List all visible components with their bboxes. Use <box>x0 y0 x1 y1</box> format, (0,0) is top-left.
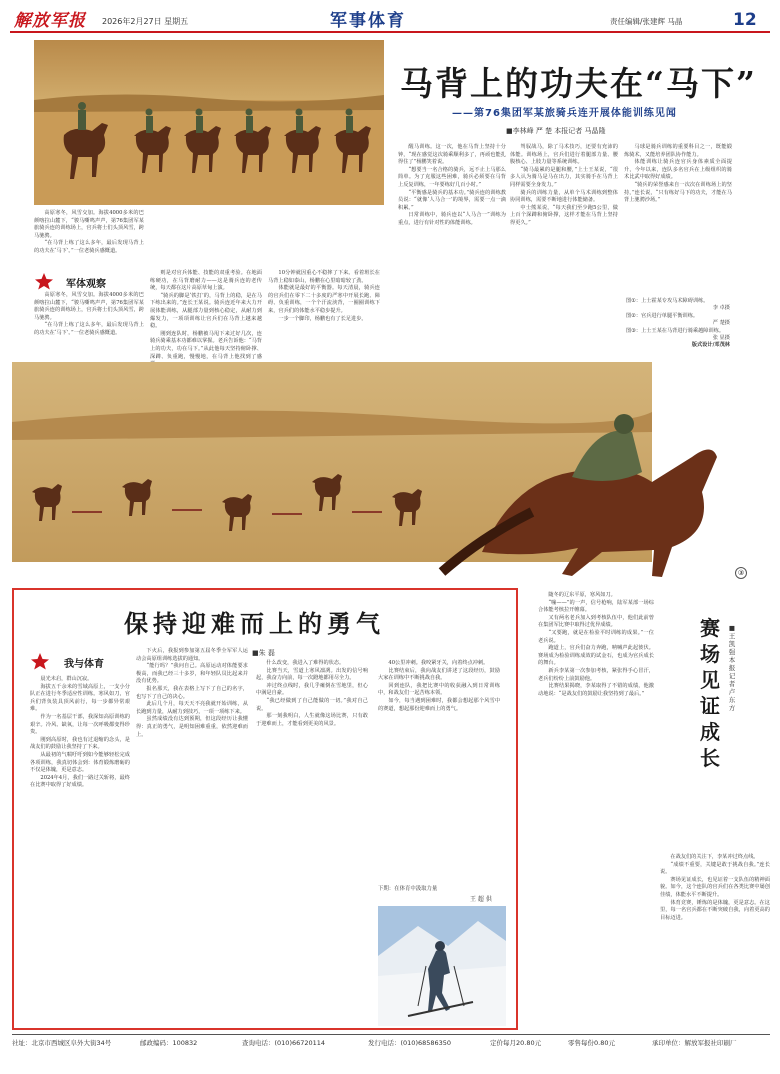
main-story-column-5 <box>510 144 618 360</box>
essay-c1-p1: 晨光未启，群山沉寂。 <box>40 676 93 682</box>
main-c3-p3: 一步一个脚印，杨鹏也有了长足进步。 <box>278 315 367 322</box>
footer-postcode: 邮政编码：100832 <box>140 1039 198 1047</box>
essay-c1-p3: 作为一名基层干部，我深知高原训练的艰辛。冷风、缺氧，让每一次呼吸都变得珍贵。 <box>30 713 130 736</box>
essay-c3-p4: “我已经做到了自己能做的一切。”我对自己说。 <box>256 697 368 712</box>
main-c6-p1: 马球是骑兵训练的重要科目之一，既能锻炼骑术，又能培养团队协作能力。 <box>624 144 732 158</box>
cavalry-formation-image <box>34 40 384 205</box>
main-c5-p3: 骑兵的训练力量，从单个马术训练到整体协同训练，需要不断地进行体能储备。 <box>510 189 618 204</box>
side-c2-p2: “成绩不重要，关键是敢于挑战自我。”连长说。 <box>660 861 770 876</box>
column-label-text: 我与体育 <box>64 659 104 670</box>
side-story-headline <box>697 615 723 771</box>
essay-c4-p3: 回到连队，我把比赛中的收获融入到日常训练中，和战友们一起苦练本领。 <box>378 682 500 697</box>
side-c2-p1: 在战友们的关注下，李某冲过终点线。 <box>670 854 759 860</box>
essay-c3-p5: 那一刻我明白，人生就像这场比赛，只有敢于迎难而上，才能看到更美的风景。 <box>256 713 368 727</box>
main-c3-p2: 体能就是最好的平衡器。每天清晨，骑兵连的官兵们在零下二十多度的严寒中开展长跑、障碍、负重训练，一个个汗流浃背，一圈圈训练下来，官兵们的体能水平稳步提升。 <box>268 285 380 314</box>
essay-byline: ■朱 磊 <box>252 649 275 657</box>
side-c1-p2: “嘣——”的一声，信号枪响，陆军某部一场综合体能考核拉开帷幕。 <box>538 599 654 614</box>
footer <box>12 1038 770 1052</box>
photo-note-3: 图③：上士王某在马背进行骑乘越障训练。 <box>626 327 725 334</box>
main-c1b-p2: “在马背上练了这么多年，最后发现马背上的功夫在‘马下’。”一位老骑兵感慨道。 <box>34 322 144 336</box>
issue-date: 2026年2月27日 星期五 <box>102 17 189 26</box>
essay-column-4 <box>378 660 500 880</box>
essay-c4-p1: 40公里冲刺。我咬紧牙关，向着终点冲刺。 <box>388 660 489 666</box>
main-c2-p3: 刚到连队时，杨鹏被马甩下来过好几次，连骑兵骑乘基本功都难以掌握。老兵告诉他：“马背上的功夫，功在马下。”从此他每天坚持俯卧撑、深蹲、负重跑，慢慢地，在马背上他找到了感 <box>150 330 262 360</box>
essay-c2-p3: 报名那天，我在表格上写下了自己的名字，也写下了自己的决心。 <box>136 685 248 700</box>
main-subheadline: ——第76集团军某旅骑兵连开展体能训练见闻 <box>452 108 677 119</box>
essay-c2-p2: “能行吗？”我问自己。高原运动对体能要求极高，而我已经三十多岁，和年轻队员比起来并没有优势。 <box>136 663 248 685</box>
side-c1-p1: 随冬的辽东平原，寒风如刀。 <box>548 592 616 598</box>
main-story-column-2 <box>150 270 262 360</box>
photo-notes <box>626 298 730 360</box>
main-story-column-4 <box>398 144 506 360</box>
ski-training-image <box>378 906 506 1026</box>
main-c4-p1: 醒马训练。这一次，他在马背上坚持十分钟，“现在感觉这次骑乘顺利多了，再顽也能扎得住了”杨鹏笑着说。 <box>398 144 506 166</box>
photo-note-2: 图②：官兵进行单腿平衡训练。 <box>626 312 699 319</box>
side-byline-text: ■王凯强 本报记者 卢东方 <box>728 624 736 712</box>
footer-rule <box>12 1034 770 1035</box>
side-c1-p4: “又要跑，就是在检验平时训练的成果。”一位老兵说。 <box>538 629 654 644</box>
main-c3-p1: 10分钟就因重心不稳摔了下来。看着班长在马背上稳如泰山，杨鹏在心里暗暗较了劲。 <box>268 270 380 284</box>
masthead-rule <box>10 31 770 33</box>
main-c2-p1: 则是对官兵体能、技能的双重考验。在地面练硬功，在马背磨耐力——这是骑兵连的老传统，每天都在这片高原草甸上演。 <box>150 270 262 292</box>
column-label-sport-and-me <box>30 652 140 670</box>
side-headline-text: 赛场见证成长 <box>700 616 720 770</box>
footer-phone: 查询电话：(010)66720114 <box>242 1039 326 1047</box>
main-c4-p4: 日常训练中，骑兵连以“人马合一”训练为重点，进行有针对性的体能训练。 <box>398 212 506 226</box>
main-byline: ■李林峰 严 楚 本报记者 马晶隆 <box>506 127 606 135</box>
essay-c1-p2: 海拔五千余米的雪域高原上，一支小分队正在进行冬季适应性训练。寒风如刀，官兵们背负装具顶风前行，每一步都异常艰难。 <box>30 683 130 713</box>
footer-address: 社址：北京市西城区阜外大街34号 <box>12 1039 112 1047</box>
page-number: 12 <box>733 10 757 30</box>
main-c4-p2: “想要当一名合格的骑兵，远不止上马那么简单。为了克服这些困难，骑兵必须要在马背上反复训练，一年要练好几百小时。” <box>398 166 506 188</box>
essay-c2-p4: 此后几个月，每天天不亮我就开始训练，从长跑到力量，从耐力到技巧，一项一项练下来。 <box>136 701 248 715</box>
photo-number-3: ③ <box>735 567 747 579</box>
main-c1-p2: “在马背上练了这么多年，最后发现马背上的功夫在‘马下’。”一位老骑兵感慨道。 <box>34 240 144 254</box>
main-c5-p1: 驾驭战马，除了马术技巧，还要有充沛的体能。训练场上，官兵们进行着腿部力量、腰腹核心、上肢力量等系统训练。 <box>510 144 618 166</box>
section-title: 军事体育 <box>330 11 406 31</box>
side-c1-p3: 又有两名老兵加入到考核队伍中，他们此前曾在集团军比赛中取得过优异成绩。 <box>538 614 654 629</box>
main-story-column-1 <box>34 210 144 280</box>
main-c1b-p1: 高原寒冬，风雪交加。海拔4000多米的巴颜喀拉山麓下，“骏马嘶鸣声声，第76集团军某旅骑兵连的训练场上，官兵将士们头顶风雪，跨马驰骋。 <box>34 292 144 321</box>
photo-credit-3: 张 显摄 <box>712 335 730 342</box>
side-c2-p4: 体育竞赛，锤炼的是体魄，更是意志。在这里，每一名官兵都在不断突破自我，向着更高的目标迈进。 <box>660 899 770 921</box>
photo-credit-1: 李 卓摄 <box>712 305 730 312</box>
photo-cavalry-formation <box>34 40 384 205</box>
column-label-military-sport <box>34 272 144 290</box>
side-c1-p5: 跑道上，官兵们奋力奔跑，呐喊声此起彼伏。赛场成为检验训练成效的试金石，也成为官兵成长的舞台。 <box>538 645 654 667</box>
essay-editor-tag: 下期：在体育中汲取力量 <box>378 886 438 892</box>
photo-cavalry-hurdle <box>12 362 780 580</box>
main-c6-p2: 体能训练让骑兵连官兵身体素质全面提升，今年以来，连队多名官兵在上级组织的骑术比武中取得好成绩。 <box>624 159 732 181</box>
side-story-column-2 <box>660 854 770 1030</box>
main-c2-p2: “骑兵的脚是‘铁打’的，马背上的稳，是在马下练出来的。”连长王某说。骑兵连近年来大力开展体能训练，从腿部力量到核心稳定，从耐力到爆发力，一项项训练让官兵们在马背上越来越稳。 <box>150 292 262 330</box>
essay-author-credit: 王 超 供 <box>470 896 492 903</box>
essay-c1-p6: 2024年4月，我们一路过关斩将，最终在比赛中取得了好成绩。 <box>30 774 130 789</box>
star-icon <box>30 652 52 670</box>
essay-c4-p4: 如今，每当遇到困难时，我都会想起那个风雪中的赛道，想起那份迎难而上的勇气。 <box>378 697 500 712</box>
essay-c1-p4: 刚到高原时，我也有过退缩的念头，是战友们的鼓励让我坚持了下来。 <box>30 736 130 751</box>
main-c1-p1: 高原寒冬，风雪交加。海拔4000多米的巴颜喀拉山麓下，“骏马嘶鸣声声，第76集团军某旅骑兵连的训练场上，官兵将士们头顶风雪，跨马驰骋。 <box>34 210 144 239</box>
cavalry-hurdle-image <box>12 362 780 580</box>
main-headline: 马背上的功夫在“马下” <box>400 64 757 103</box>
essay-c4-p2: 比赛结束后，我向战友们讲述了这段经历，鼓励大家在训练中不断挑战自我。 <box>378 667 500 682</box>
essay-c3-p2: 比赛当天，雪道上寒风凛冽。出发的信号响起，我奋力向前，每一次蹬地都用尽全力。 <box>256 667 368 682</box>
main-c6-p3: “骑兵的荣誉感来自一次次在训练场上的坚持，”连长说，“只有练好马下的功夫，才能在马背上驰骋沙场。” <box>624 181 732 204</box>
main-c5-p2: “骑马最累的是腿和腰，”上士王某说，“很多人认为骑马是马在出力，其实骑手在马背上同样需要全身发力。” <box>510 166 618 188</box>
footer-distribution: 发行电话：(010)68586350 <box>368 1039 452 1047</box>
side-c1-p7: 比赛结果揭晓，李某取得了不错的成绩，他激动地说：“是战友们的鼓励让我坚持到了最后。” <box>538 683 654 697</box>
side-story-byline <box>726 624 738 712</box>
essay-column-3 <box>256 660 368 1020</box>
photo-editor: 版式设计/邓茂林 <box>691 342 730 349</box>
photo-note-1: 图①：上士霍某专攻马术障碍训练。 <box>626 298 709 304</box>
photo-ski-training <box>378 906 506 1026</box>
essay-c2-p5: 虽然成绩没有达到预期，但这段经历让我懂得：真正的勇气，是明知困难重重，依然迎难而上。 <box>136 716 248 738</box>
side-story-column-1 <box>538 592 654 1030</box>
essay-c2-p1: 下火后，我报到参加第五届冬季全军军人运动会高原组训练选拔的通知。 <box>136 648 248 662</box>
footer-price: 定价每月20.80元 <box>490 1039 542 1047</box>
essay-c3-p1: 什么改变，我进入了难得的状态。 <box>266 660 345 666</box>
newspaper-logo: 解放军报 <box>14 11 86 31</box>
main-story-column-3 <box>268 270 380 360</box>
footer-retail: 零售每份0.80元 <box>568 1039 615 1047</box>
footer-printer: 承印单位：解放军报社印刷厂 <box>652 1039 737 1047</box>
photo-credit-2: 严 楚摄 <box>712 320 730 327</box>
star-icon <box>34 272 56 290</box>
masthead <box>0 0 780 34</box>
main-c4-p3: “平衡感是骑兵的基本功。”骑兵连的训练教员说：“就像‘人马合一’的境界，需要一点一滴积累。” <box>398 189 506 211</box>
essay-column-1 <box>30 676 130 1020</box>
main-story-column-6 <box>624 144 732 294</box>
side-c1-p6: 新兵李某第一次参加考核，紧张得手心冒汗，老兵们纷纷上前鼓励他。 <box>538 667 654 682</box>
essay-headline: 保持迎难而上的勇气 <box>124 609 385 638</box>
editor-credit: 责任编辑/张建辉 马晶 <box>610 17 683 26</box>
main-story-column-1b <box>34 292 144 360</box>
side-c2-p3: 赛场见证成长，也见证着一支队伍的精神面貌。如今，这个连队的官兵们在各类比赛中屡创佳绩，体能水平不断提升。 <box>660 876 770 898</box>
main-c5-p4: 中士熊某说，“每天我们至少跑5公里，做上百个深蹲和俯卧撑，这样才能在马背上坚持得更久。” <box>510 204 618 226</box>
column-label-text: 军体观察 <box>66 279 106 290</box>
essay-c3-p3: 冲过终点线时，我几乎瘫倒在雪地里，但心中满是自豪。 <box>256 682 368 697</box>
essay-column-2 <box>136 648 248 1020</box>
essay-c1-p5: 从最初的气喘吁吁到如今能够轻松完成各项训练，我真切体会到：体育锻炼磨砺的不仅是体魄，更是意志。 <box>30 751 130 774</box>
